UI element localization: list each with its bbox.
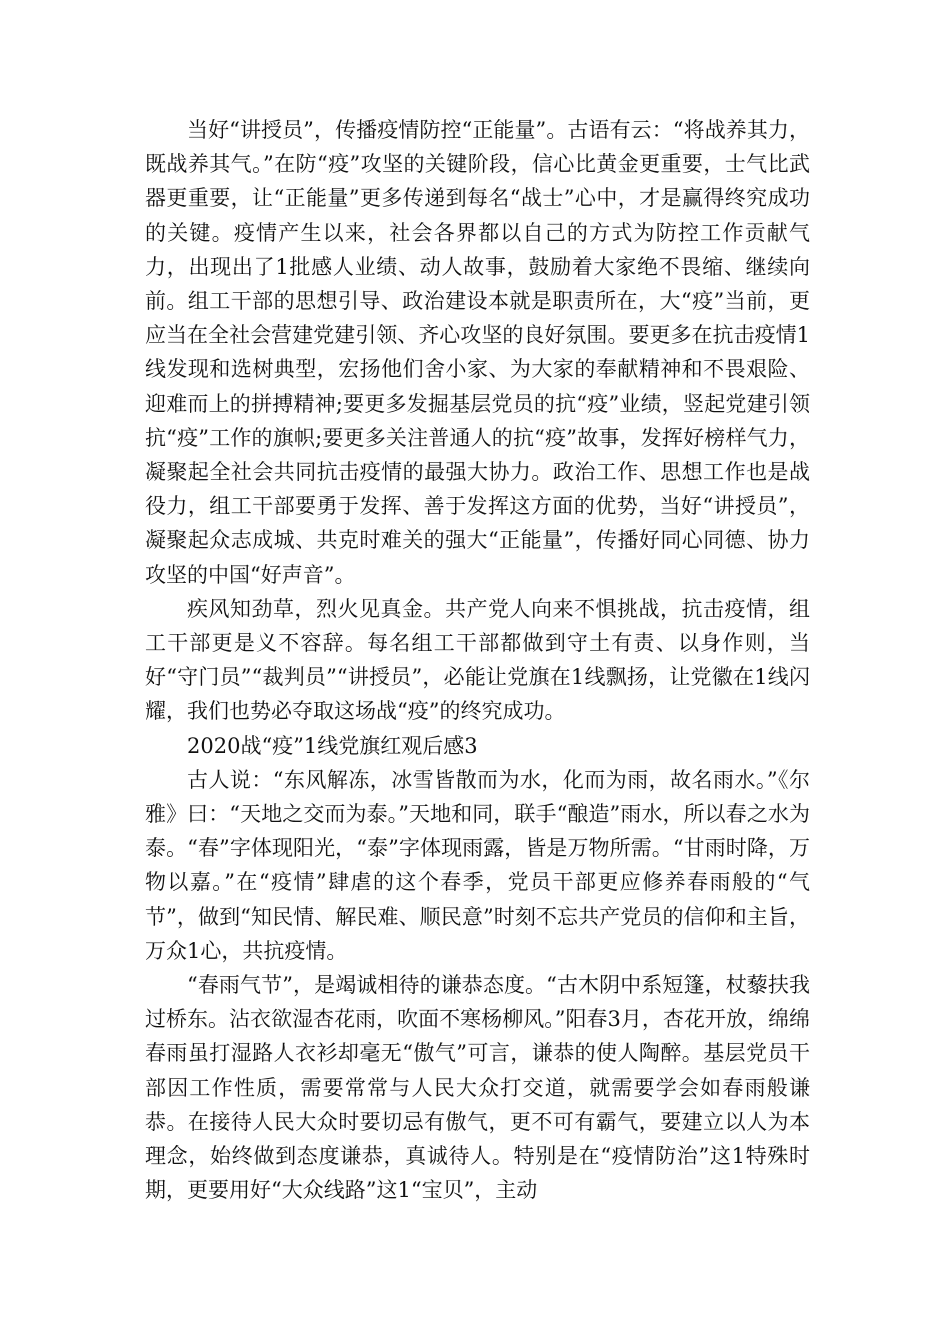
paragraph-humble-attitude: “春雨气节”，是竭诚相待的谦恭态度。“古木阴中系短篷，杖藜扶我过桥东。沾衣欲湿杏花雨，吹面不寒杨柳风。”阳春3月，杏花开放，绵绵春雨虽打湿路人衣衫却毫无“傲气”可言，谦恭的使人陶醉。基层党员干部因工作性质，需要常常与人民大众打交道，就需要学会如春雨般谦恭。在接待人民大众时要切忌有傲气，更不可有霸气，要建立以人为本理念，始终做到态度谦恭，真诚待人。特别是在“疫情防治”这1特殊时期，更要用好“大众线路”这1“宝贝”，主动	[145, 973, 810, 1203]
document-page	[145, 113, 810, 1208]
paragraph-lecturer: 当好“讲授员”，传播疫情防控“正能量”。古语有云：“将战养其力，既战养其气。”在防“疫”攻坚的关键阶段，信心比黄金更重要，士气比武器更重要，让“正能量”更多传递到每名“战士”心中，才是赢得终究成功的关键。疫情产生以来，社会各界都以自己的方式为防控工作贡献气力，出现出了1批感人业绩、动人故事，鼓励着大家绝不畏缩、继续向前。组工干部的思想引导、政治建设本就是职责所在，大“疫”当前，更应当在全社会营建党建引领、齐心攻坚的良好氛围。要更多在抗击疫情1线发现和选树典型，宏扬他们舍小家、为大家的奉献精神和不畏艰险、迎难而上的拼搏精神;要更多发掘基层党员的抗“疫”业绩，竖起党建引领抗“疫”工作的旗帜;要更多关注普通人的抗“疫”故事，发挥好榜样气力，凝聚起全社会共同抗击疫情的最强大协力。政治工作、思想工作也是战役力，组工干部要勇于发挥、善于发挥这方面的优势，当好“讲授员”，凝聚起众志成城、共克时难关的强大“正能量”，传播好同心同德、协力攻坚的中国“好声音”。	[145, 118, 810, 587]
section-heading: 2020战“疫”1线党旗红观后感3	[187, 733, 478, 758]
paragraph-spring-rain: 古人说：“东风解冻，冰雪皆散而为水，化而为雨，故名雨水。”《尔雅》曰：“天地之交而为泰。”天地和同，联手“酿造”雨水，所以春之水为泰。“春”字体现阳光，“泰”字体现雨露，皆是万物所需。“甘雨时降，万物以嘉。”在“疫情”肆虐的这个春季，党员干部更应修养春雨般的“气节”，做到“知民情、解民难、顺民意”时刻不忘共产党员的信仰和主旨，万众1心，共抗疫情。	[145, 767, 810, 963]
paragraph-conclusion: 疾风知劲草，烈火见真金。共产党人向来不惧挑战，抗击疫情，组工干部更是义不容辞。每名组工干部都做到守土有责、以身作则，当好“守门员”“裁判员”“讲授员”，必能让党旗在1线飘扬，让党徽在1线闪耀，我们也势必夺取这场战“疫”的终究成功。	[145, 596, 810, 724]
